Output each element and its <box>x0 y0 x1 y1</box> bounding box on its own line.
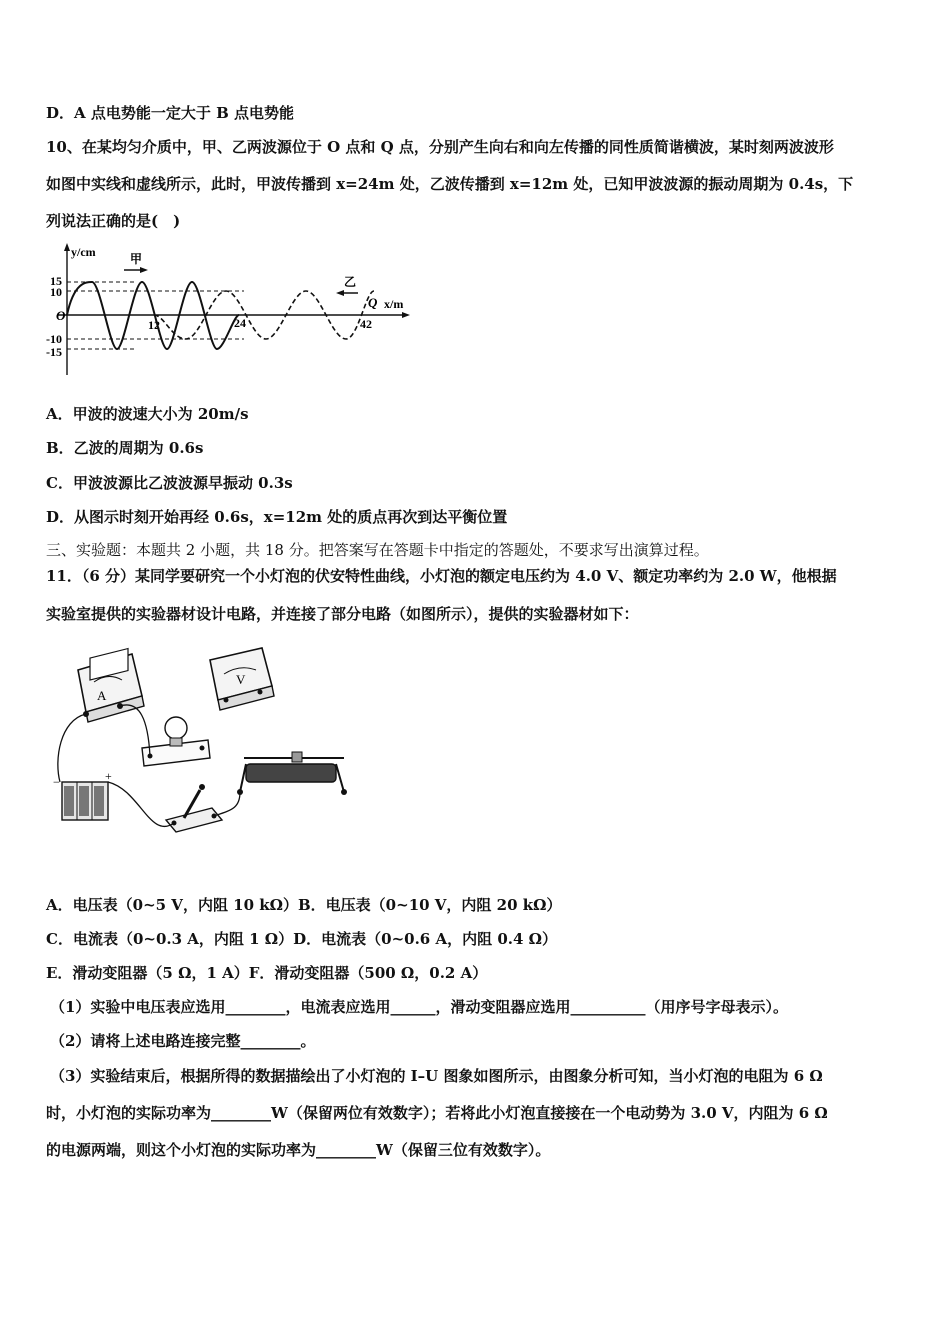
origin-label: O <box>56 308 66 323</box>
wave-yi-label: 乙 <box>344 275 357 289</box>
q10-option-a: A．甲波的波速大小为 20m/s <box>46 405 249 423</box>
q11-options-ab: A．电压表（0~5 V，内阻 10 kΩ）B．电压表（0~10 V，内阻 20 kΩ） <box>46 896 562 914</box>
rheostat <box>237 752 347 795</box>
x-tick-12: 12 <box>148 318 160 332</box>
x-axis-label: x/m <box>384 297 404 311</box>
bulb <box>142 717 210 766</box>
x-axis-arrow <box>402 312 410 318</box>
q11-sub1: （1）实验中电压表应选用________，电流表应选用______，滑动变阻器应选用__________（用序号字母表示）。 <box>50 998 788 1016</box>
y-axis-arrow <box>64 243 70 251</box>
q10-option-d: D．从图示时刻开始再经 0.6s，x=12m 处的质点再次到达平衡位置 <box>46 508 508 526</box>
voltmeter-label: V <box>236 672 246 687</box>
y-tick-neg15: -15 <box>46 345 62 359</box>
battery <box>53 769 112 820</box>
prev-option-d: D．A 点电势能一定大于 B 点电势能 <box>46 104 294 122</box>
q11-stem-line2: 实验室提供的实验器材设计电路，并连接了部分电路（如图所示），提供的实验器材如下： <box>46 605 639 623</box>
ammeter-label: A <box>97 688 107 703</box>
q10-stem-line3: 列说法正确的是( ) <box>46 212 181 230</box>
wave-figure <box>44 240 424 385</box>
y-tick-15: 15 <box>50 274 62 288</box>
q11-sub3-line3: 的电源两端，则这个小灯泡的实际功率为________W（保留三位有效数字）。 <box>46 1141 551 1159</box>
q11-options-cd: C．电流表（0~0.3 A，内阻 1 Ω）D．电流表（0~0.6 A，内阻 0.4 Ω） <box>46 930 557 948</box>
q10-option-c: C．甲波波源比乙波波源早振动 0.3s <box>46 474 293 492</box>
battery-plus: + <box>105 769 112 783</box>
ammeter <box>78 649 144 722</box>
y-axis-label: y/cm <box>71 245 96 259</box>
x-tick-24: 24 <box>234 316 246 330</box>
q10-stem-line1: 10、在某均匀介质中，甲、乙两波源位于 O 点和 Q 点，分别产生向右和向左传播的同性质简谐横波，某时刻两波波形 <box>46 138 834 156</box>
switch <box>166 784 222 832</box>
wire-ammeter-battery <box>58 714 86 782</box>
q11-sub3-line2: 时，小灯泡的实际功率为________W（保留两位有效数字）；若将此小灯泡直接接在一个电动势为 3.0 V，内阻为 6 Ω <box>46 1104 828 1122</box>
y-tick-10: 10 <box>50 285 62 299</box>
q11-sub2: （2）请将上述电路连接完整________。 <box>50 1032 316 1050</box>
battery-minus: − <box>53 775 60 789</box>
circuit-figure <box>50 640 360 840</box>
q-label: Q <box>368 295 378 310</box>
q10-stem-line2: 如图中实线和虚线所示，此时，甲波传播到 x=24m 处，乙波传播到 x=12m 处，已知甲波波源的振动周期为 0.4s，下 <box>46 175 854 193</box>
q10-option-b: B．乙波的周期为 0.6s <box>46 439 204 457</box>
q11-stem-line1: 11．（6 分）某同学要研究一个小灯泡的伏安特性曲线，小灯泡的额定电压约为 4.0 V、额定功率约为 2.0 W，他根据 <box>46 567 837 585</box>
y-tick-neg10: -10 <box>46 332 62 346</box>
section-3-heading: 三、实验题：本题共 2 小题，共 18 分。把答案写在答题卡中指定的答题处，不要求写出演算过程。 <box>46 541 709 559</box>
q11-options-ef: E．滑动变阻器（5 Ω，1 A）F．滑动变阻器（500 Ω，0.2 A） <box>46 964 488 982</box>
wire-battery-switch <box>108 782 174 827</box>
x-tick-42: 42 <box>360 317 372 331</box>
q11-sub3-line1: （3）实验结束后，根据所得的数据描绘出了小灯泡的 I–U 图象如图所示，由图象分析可知，当小灯泡的电阻为 6 Ω <box>50 1067 823 1085</box>
wire-switch-rheostat <box>214 792 240 816</box>
wave-jia-label: 甲 <box>130 252 143 266</box>
voltmeter <box>210 648 274 710</box>
